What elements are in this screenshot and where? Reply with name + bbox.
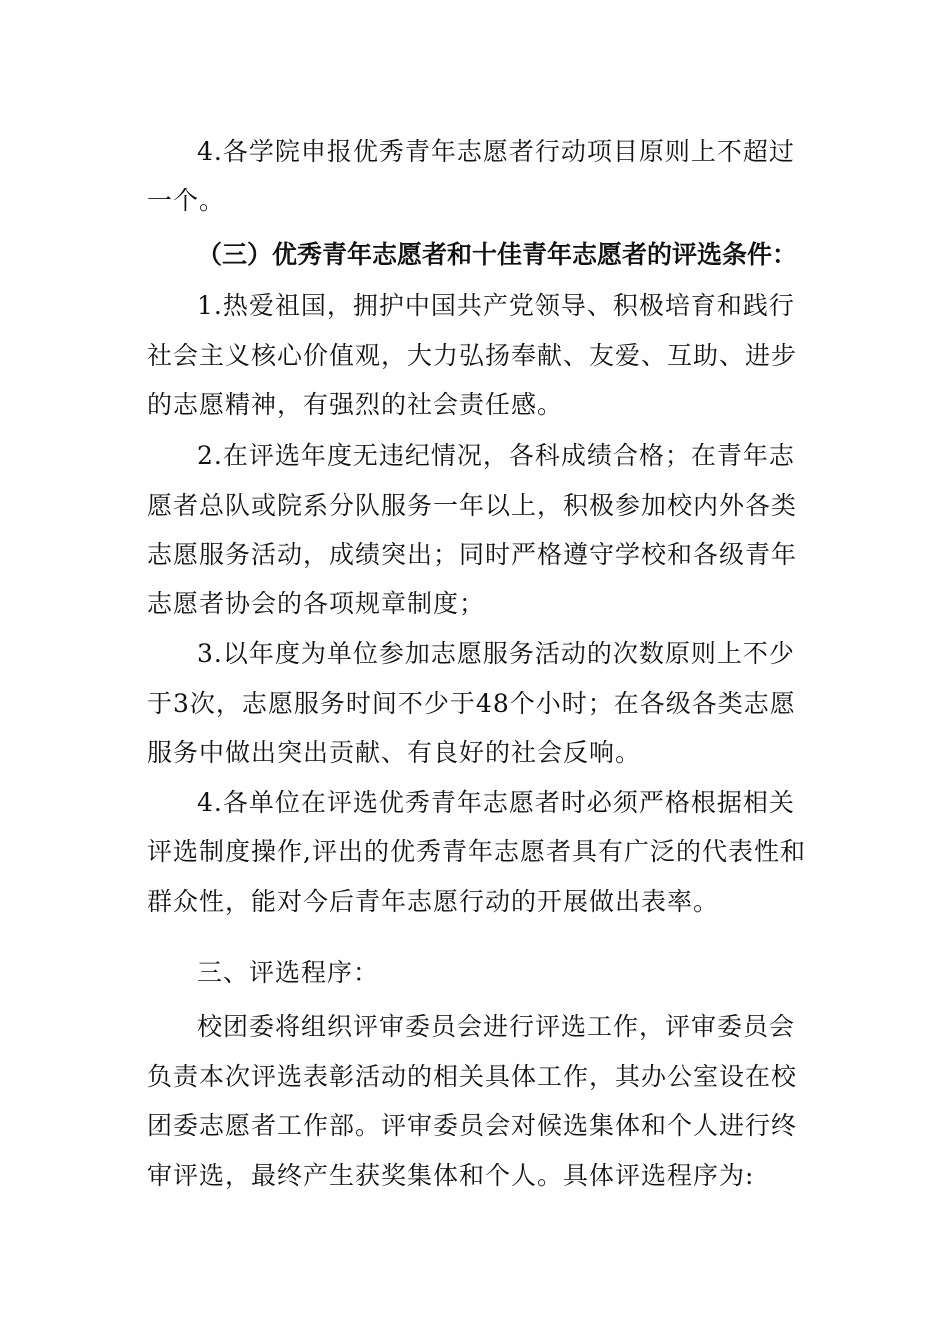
procedure-paragraph-line-1: 校团委将组织评审委员会进行评选工作，评审委员会 — [197, 1012, 796, 1041]
condition-2-line-1: 2.在评选年度无违纪情况，各科成绩合格；在青年志 — [197, 441, 795, 470]
section-heading-selection-procedure: 三、评选程序： — [197, 958, 380, 987]
condition-2-line-4: 志愿者协会的各项规章制度； — [147, 589, 486, 618]
condition-2-line-3: 志愿服务活动，成绩突出；同时严格遵守学校和各级青年 — [147, 540, 798, 569]
condition-4-line-2: 评选制度操作,评出的优秀青年志愿者具有广泛的代表性和 — [147, 837, 806, 866]
condition-4-line-3: 群众性，能对今后青年志愿行动的开展做出表率。 — [147, 887, 720, 916]
condition-3-line-2: 于3次，志愿服务时间不少于48个小时；在各级各类志愿 — [147, 689, 796, 718]
paragraph-item-4-line-2: 一个。 — [147, 186, 226, 215]
procedure-paragraph-line-4: 审评选，最终产生获奖集体和个人。具体评选程序为: — [147, 1161, 755, 1190]
procedure-paragraph-line-2: 负责本次评选表彰活动的相关具体工作，其办公室设在校 — [147, 1062, 798, 1091]
condition-1-line-3: 的志愿精神，有强烈的社会责任感。 — [147, 390, 564, 419]
condition-3-line-1: 3.以年度为单位参加志愿服务活动的次数原则上不少 — [197, 639, 795, 668]
condition-1-line-2: 社会主义核心价值观，大力弘扬奉献、友爱、互助、进步 — [147, 341, 798, 370]
procedure-paragraph-line-3: 团委志愿者工作部。评审委员会对候选集体和个人进行终 — [147, 1111, 798, 1140]
condition-4-line-1: 4.各单位在评选优秀青年志愿者时必须严格根据相关 — [197, 788, 795, 817]
subsection-heading-3: （三）优秀青年志愿者和十佳青年志愿者的评选条件： — [197, 240, 798, 269]
condition-2-line-2: 愿者总队或院系分队服务一年以上，积极参加校内外各类 — [147, 491, 798, 520]
paragraph-item-4-line-1: 4.各学院申报优秀青年志愿者行动项目原则上不超过 — [197, 137, 795, 166]
condition-1-line-1: 1.热爱祖国，拥护中国共产党领导、积极培育和践行 — [197, 291, 795, 320]
condition-3-line-3: 服务中做出突出贡献、有良好的社会反响。 — [147, 738, 642, 767]
